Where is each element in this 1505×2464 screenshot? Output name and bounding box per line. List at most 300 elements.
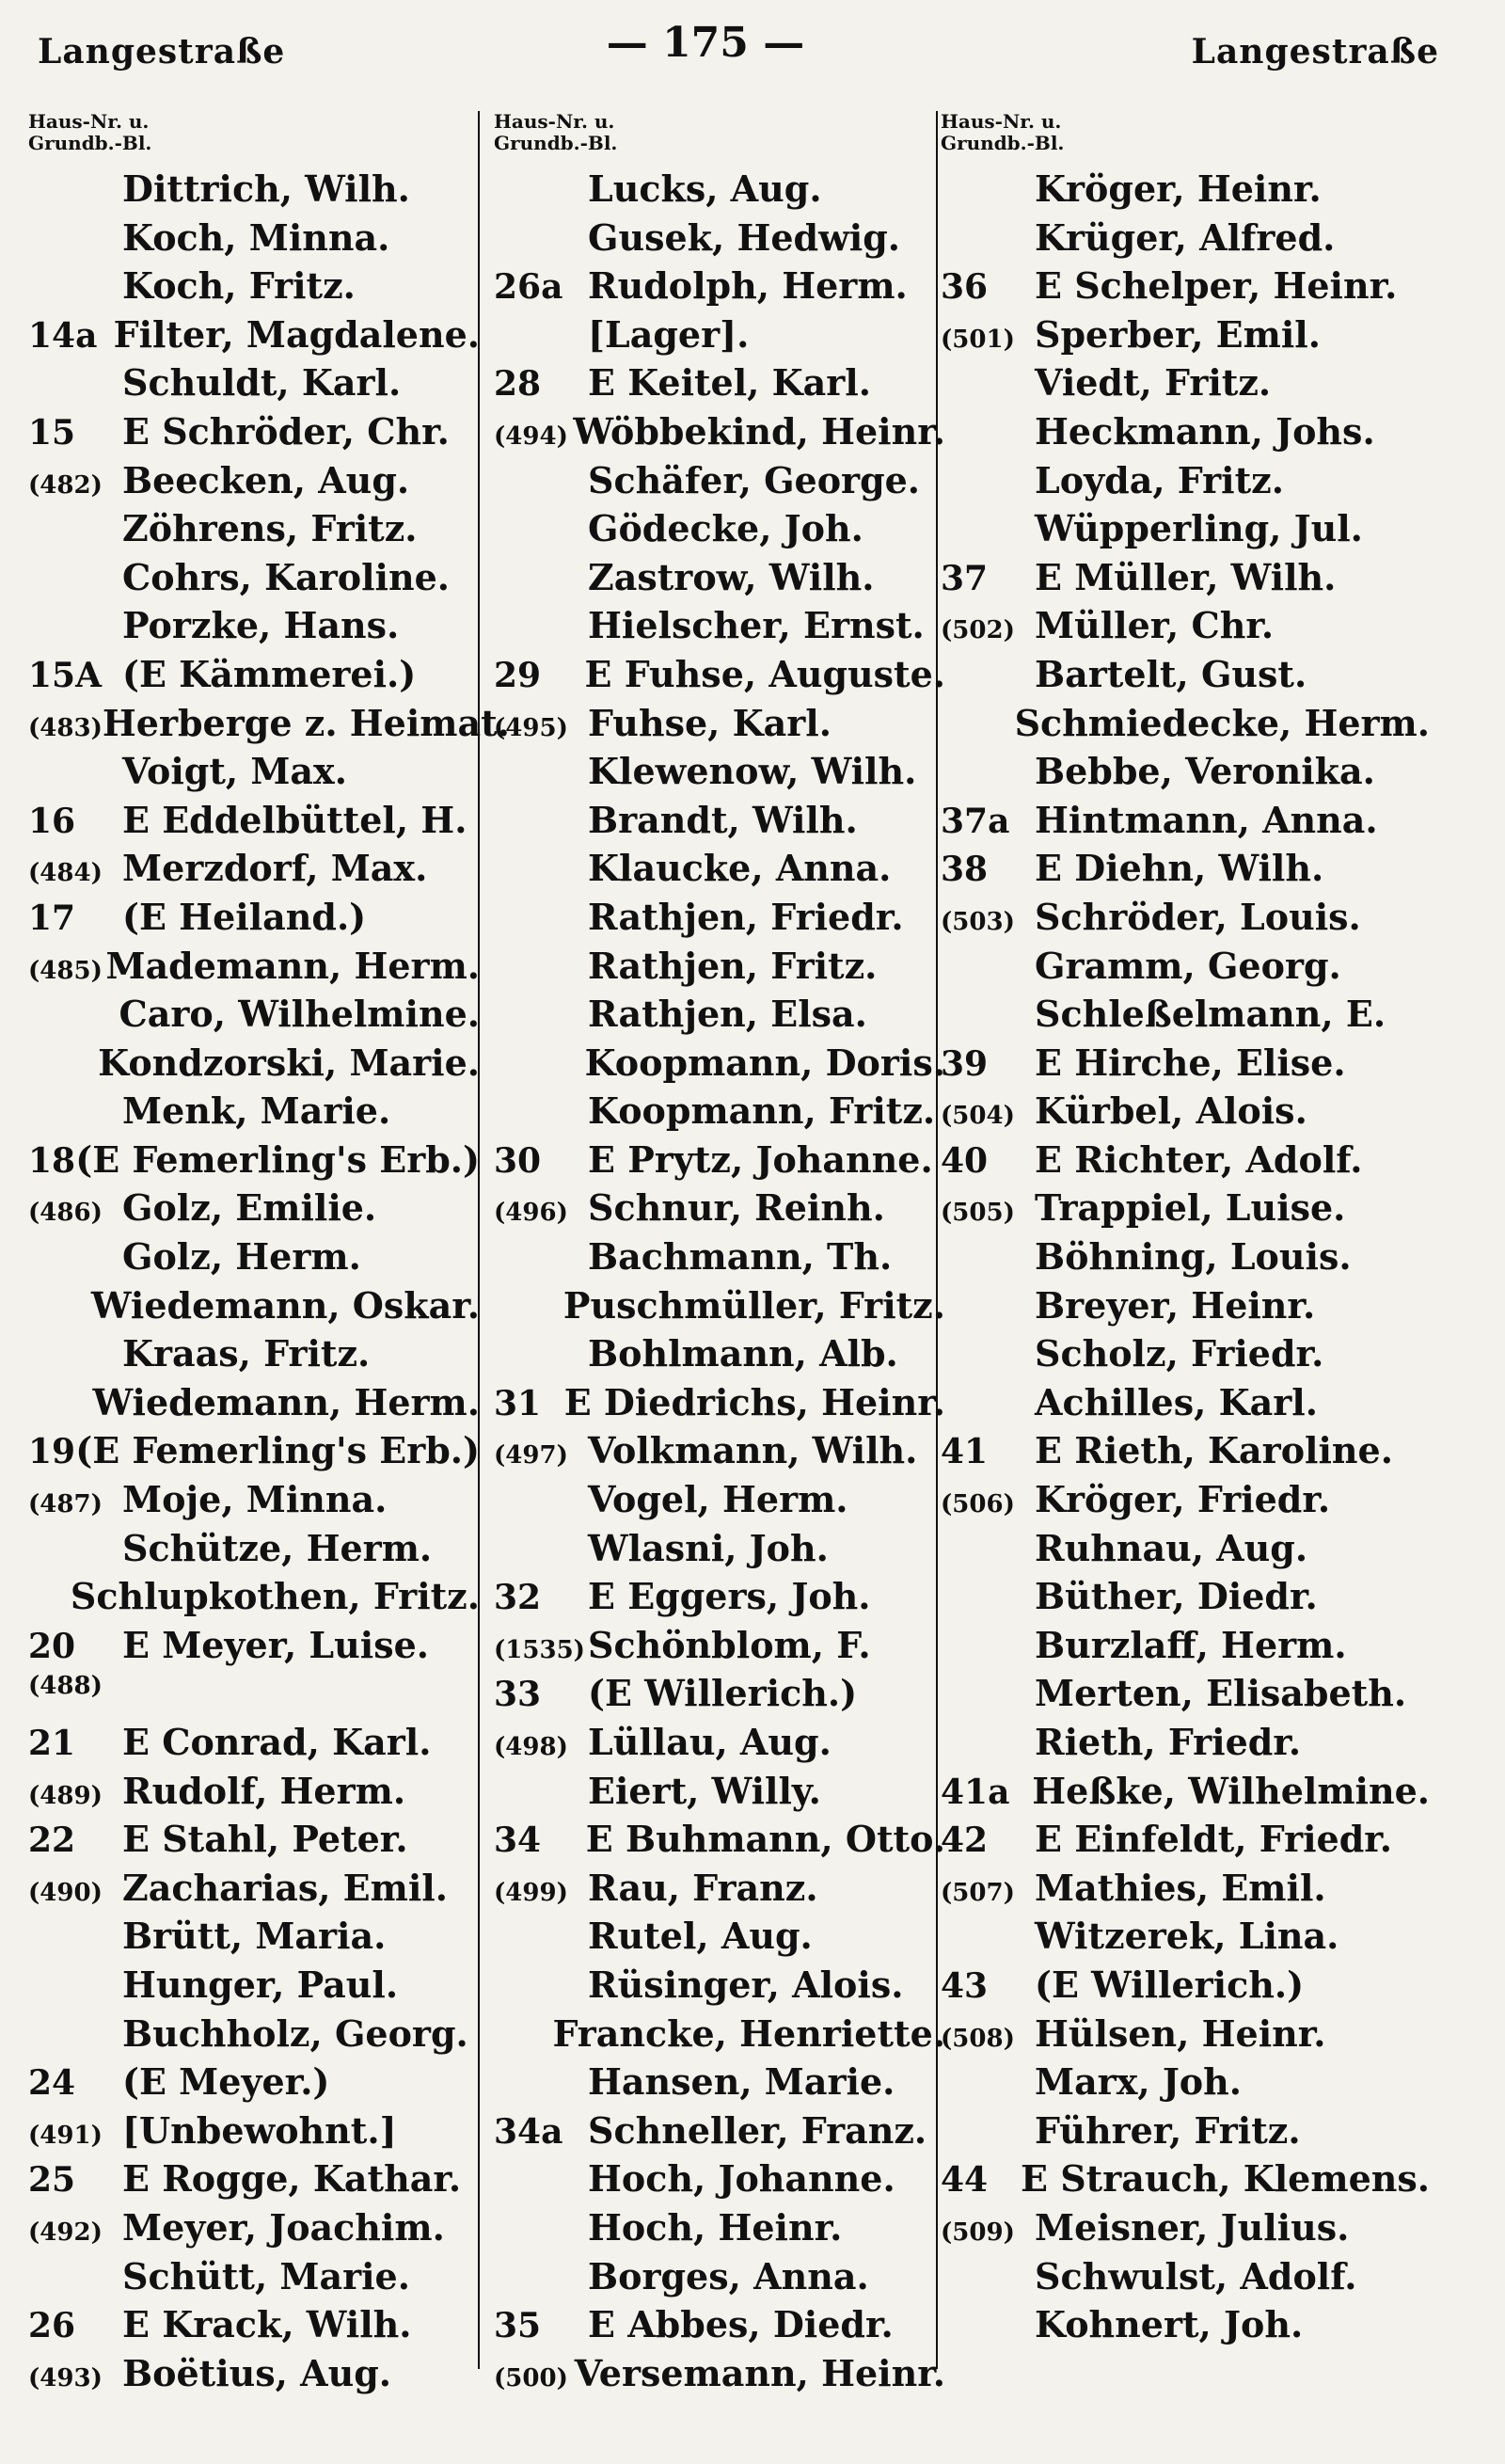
resident-name: Golz, Herm. bbox=[122, 1235, 361, 1279]
house-number: 18 bbox=[28, 1140, 76, 1181]
resident-name: Scholz, Friedr. bbox=[1035, 1332, 1324, 1375]
column-header bbox=[28, 111, 480, 167]
directory-entry bbox=[494, 1818, 945, 1867]
resident-name: Voigt, Max. bbox=[122, 750, 347, 793]
directory-entry bbox=[494, 1624, 945, 1673]
house-number: 15 bbox=[28, 412, 76, 453]
resident-name: Wiedemann, Oskar. bbox=[90, 1283, 480, 1327]
directory-entry bbox=[941, 1381, 1430, 1430]
directory-entry bbox=[494, 1963, 945, 2012]
resident-name: Rüsinger, Alois. bbox=[588, 1963, 904, 2006]
directory-entry bbox=[941, 2255, 1430, 2304]
directory-entry bbox=[494, 993, 945, 1041]
directory-entry bbox=[941, 604, 1430, 653]
resident-name: Kraas, Fritz. bbox=[122, 1332, 371, 1375]
directory-entry bbox=[941, 799, 1430, 848]
house-number: 15A bbox=[28, 655, 103, 695]
running-head-right: Langestraße bbox=[1191, 32, 1439, 72]
resident-name: E Krack, Wilh. bbox=[122, 2303, 412, 2346]
directory-entry bbox=[494, 1478, 945, 1527]
directory-entry bbox=[494, 2109, 945, 2158]
resident-name: (E Willerich.) bbox=[588, 1672, 858, 1715]
house-number: 17 bbox=[28, 898, 76, 938]
directory-entry bbox=[28, 847, 480, 896]
house-number: 40 bbox=[941, 1140, 989, 1181]
house-number: 31 bbox=[494, 1383, 542, 1423]
resident-name: Klewenow, Wilh. bbox=[588, 750, 917, 793]
resident-name: E Schröder, Chr. bbox=[122, 409, 450, 453]
directory-entry bbox=[494, 702, 945, 751]
entry-list bbox=[494, 167, 945, 2400]
resident-name: Rathjen, Fritz. bbox=[588, 944, 878, 987]
directory-entry bbox=[494, 216, 945, 265]
resident-name: Herberge z. Heimat. bbox=[102, 701, 510, 744]
house-number: (483) bbox=[28, 713, 103, 742]
resident-name: Zastrow, Wilh. bbox=[588, 555, 875, 598]
resident-name: Schwulst, Adolf. bbox=[1035, 2254, 1357, 2297]
resident-name: Puschmüller, Fritz. bbox=[562, 1283, 945, 1327]
directory-entry bbox=[28, 2157, 480, 2206]
directory-entry bbox=[494, 750, 945, 799]
resident-name: Sperber, Emil. bbox=[1035, 312, 1321, 356]
directory-entry bbox=[28, 313, 480, 362]
resident-name: Schuldt, Karl. bbox=[122, 361, 402, 405]
house-number: (509) bbox=[941, 2218, 1015, 2247]
house-number: (508) bbox=[941, 2024, 1015, 2053]
resident-name: Böhning, Louis. bbox=[1035, 1235, 1352, 1279]
resident-name: Rathjen, Elsa. bbox=[588, 993, 867, 1036]
resident-name: Kröger, Friedr. bbox=[1035, 1478, 1331, 1521]
directory-entry bbox=[494, 507, 945, 556]
resident-name: Meisner, Julius. bbox=[1035, 2205, 1350, 2249]
directory-entry bbox=[941, 1963, 1430, 2012]
resident-name: Volkmann, Wilh. bbox=[588, 1429, 918, 1472]
directory-entry bbox=[28, 2352, 480, 2401]
resident-name: E Buhmann, Otto. bbox=[585, 1818, 945, 1861]
resident-name: Versemann, Heinr. bbox=[574, 2351, 945, 2394]
directory-entry bbox=[28, 556, 480, 605]
resident-name: Klaucke, Anna. bbox=[588, 847, 892, 890]
resident-name: E Meyer, Luise. bbox=[122, 1623, 429, 1666]
resident-name: Zöhrens, Fritz. bbox=[122, 507, 418, 550]
resident-name: Rieth, Friedr. bbox=[1035, 1721, 1302, 1763]
resident-name: Lucks, Aug. bbox=[588, 167, 822, 210]
house-number: 35 bbox=[494, 2306, 542, 2346]
directory-entry bbox=[941, 1186, 1430, 1235]
directory-entry bbox=[28, 1186, 480, 1235]
directory-entry bbox=[28, 750, 480, 799]
house-number: (503) bbox=[941, 907, 1015, 936]
directory-entry bbox=[28, 1041, 480, 1090]
resident-name: (E Willerich.) bbox=[1035, 1963, 1305, 2006]
directory-entry bbox=[941, 1332, 1430, 1381]
directory-entry bbox=[941, 945, 1430, 994]
resident-name: Kröger, Heinr. bbox=[1035, 167, 1322, 210]
directory-entry bbox=[28, 701, 510, 751]
page-number: — 175 — bbox=[606, 19, 805, 67]
directory-entry bbox=[28, 1332, 480, 1381]
resident-name: Krüger, Alfred. bbox=[1035, 215, 1336, 259]
directory-entry bbox=[941, 1041, 1430, 1090]
resident-name: Hintmann, Anna. bbox=[1035, 798, 1378, 841]
directory-entry bbox=[494, 1284, 945, 1333]
directory-entry bbox=[28, 1963, 480, 2012]
house-number: 42 bbox=[941, 1820, 989, 1861]
resident-name: Trappiel, Luise. bbox=[1035, 1186, 1346, 1230]
entry-list bbox=[28, 167, 510, 2400]
house-number: (491) bbox=[28, 2121, 103, 2150]
directory-entry bbox=[941, 410, 1430, 459]
entry-list bbox=[941, 167, 1430, 2352]
directory-entry bbox=[494, 1235, 945, 1284]
house-number: 39 bbox=[941, 1043, 989, 1084]
directory-entry bbox=[28, 1138, 480, 1187]
house-number: (497) bbox=[494, 1441, 568, 1470]
resident-name: Schleßelmann, E. bbox=[1035, 993, 1386, 1036]
directory-entry bbox=[941, 2303, 1430, 2352]
resident-name: Hoch, Johanne. bbox=[588, 2157, 895, 2201]
resident-name: Koopmann, Fritz. bbox=[588, 1089, 936, 1133]
directory-entry bbox=[941, 1429, 1430, 1478]
resident-name: Bohlmann, Alb. bbox=[588, 1332, 898, 1375]
running-head-left: Langestraße bbox=[38, 32, 286, 72]
house-number: 44 bbox=[941, 2160, 989, 2201]
resident-name: Merten, Elisabeth. bbox=[1035, 1672, 1407, 1715]
resident-name: Cohrs, Karoline. bbox=[122, 555, 451, 598]
directory-entry bbox=[28, 1381, 480, 1430]
resident-name: Filter, Magdalene. bbox=[113, 312, 480, 356]
house-number: 25 bbox=[28, 2160, 76, 2201]
house-number: (506) bbox=[941, 1490, 1015, 1519]
house-number: 24 bbox=[28, 2063, 76, 2104]
resident-name: Witzerek, Lina. bbox=[1035, 1915, 1339, 1958]
directory-entry bbox=[941, 847, 1430, 896]
directory-entry bbox=[941, 1672, 1430, 1721]
house-number: (494) bbox=[494, 421, 568, 451]
resident-name: E Stahl, Peter. bbox=[122, 1818, 408, 1861]
house-number: (493) bbox=[28, 2363, 103, 2392]
directory-entry bbox=[494, 264, 945, 313]
house-number: 37a bbox=[941, 801, 1010, 841]
resident-name: Marx, Joh. bbox=[1035, 2060, 1243, 2104]
resident-name: Bachmann, Th. bbox=[588, 1235, 893, 1279]
directory-entry bbox=[941, 1284, 1430, 1333]
house-number: 26 bbox=[28, 2306, 76, 2346]
resident-name: E Fuhse, Auguste. bbox=[584, 652, 945, 695]
house-number: (489) bbox=[28, 1781, 103, 1810]
directory-entry bbox=[28, 1284, 480, 1333]
resident-name: E Hirche, Elise. bbox=[1035, 1041, 1346, 1084]
resident-name: Gusek, Hedwig. bbox=[588, 215, 901, 259]
page-header bbox=[0, 19, 1505, 85]
house-number: 41 bbox=[941, 1432, 989, 1472]
directory-entry bbox=[941, 167, 1430, 216]
directory-entry bbox=[28, 410, 480, 459]
resident-name: Viedt, Fritz. bbox=[1035, 361, 1272, 405]
resident-name: Mathies, Emil. bbox=[1035, 1866, 1326, 1909]
directory-entry bbox=[28, 1915, 480, 1963]
resident-name: Dittrich, Wilh. bbox=[122, 167, 410, 210]
resident-name: Lüllau, Aug. bbox=[588, 1721, 832, 1763]
directory-entry bbox=[28, 1624, 480, 1673]
directory-entry bbox=[941, 993, 1430, 1041]
resident-name: Heckmann, Johs. bbox=[1035, 409, 1375, 453]
directory-entry bbox=[28, 216, 480, 265]
resident-name: E Rogge, Kathar. bbox=[122, 2157, 462, 2201]
directory-entry bbox=[28, 264, 480, 313]
resident-name: Führer, Fritz. bbox=[1035, 2108, 1301, 2152]
resident-name: Hunger, Paul. bbox=[122, 1963, 399, 2006]
resident-name: Wiedemann, Herm. bbox=[92, 1380, 480, 1423]
directory-entry bbox=[494, 1332, 945, 1381]
directory-entry bbox=[28, 2109, 480, 2158]
directory-entry bbox=[941, 507, 1430, 556]
directory-entry bbox=[494, 1867, 945, 1916]
directory-entry bbox=[941, 2060, 1430, 2109]
house-number: 28 bbox=[494, 364, 542, 405]
resident-name: Müller, Chr. bbox=[1035, 604, 1275, 647]
directory-entry bbox=[494, 361, 945, 410]
resident-name: [Lager]. bbox=[588, 312, 750, 356]
resident-name: Kürbel, Alois. bbox=[1035, 1089, 1307, 1133]
directory-entry bbox=[28, 1770, 480, 1819]
resident-name: Borges, Anna. bbox=[588, 2254, 869, 2297]
directory-entry bbox=[941, 459, 1430, 508]
resident-name: Hansen, Marie. bbox=[588, 2060, 895, 2104]
house-number: 19 bbox=[28, 1432, 76, 1472]
directory-entry bbox=[941, 264, 1430, 313]
resident-name: Merzdorf, Max. bbox=[122, 847, 428, 890]
directory-entry bbox=[941, 2012, 1430, 2061]
resident-name: Zacharias, Emil. bbox=[122, 1866, 448, 1909]
column-header-line: Grundb.-Bl. bbox=[941, 132, 1065, 154]
directory-entry bbox=[941, 1527, 1430, 1576]
resident-name: E Eddelbüttel, H. bbox=[122, 798, 467, 841]
directory-entry bbox=[941, 1478, 1430, 1527]
directory-entry bbox=[494, 847, 945, 896]
resident-name: Schmiedecke, Herm. bbox=[1014, 701, 1430, 744]
directory-entry bbox=[28, 604, 480, 653]
house-number: 34 bbox=[494, 1820, 542, 1861]
resident-name: Achilles, Karl. bbox=[1035, 1380, 1318, 1423]
house-number: 37 bbox=[941, 558, 989, 598]
resident-name: Gödecke, Joh. bbox=[588, 507, 863, 550]
resident-name: E Diehn, Wilh. bbox=[1035, 847, 1324, 890]
directory-entry bbox=[494, 2157, 945, 2206]
house-number: (490) bbox=[28, 1878, 103, 1907]
resident-name: Schlupkothen, Fritz. bbox=[70, 1575, 480, 1618]
directory-entry bbox=[28, 1867, 480, 1916]
directory-entry bbox=[28, 2303, 480, 2352]
directory-entry bbox=[941, 1867, 1430, 1916]
directory-entry bbox=[494, 556, 945, 605]
resident-name: Wüpperling, Jul. bbox=[1035, 507, 1363, 550]
directory-entry bbox=[494, 459, 945, 508]
house-number: 14a bbox=[28, 315, 98, 356]
column-header bbox=[494, 111, 945, 167]
resident-name: Heßke, Wilhelmine. bbox=[1032, 1769, 1430, 1812]
directory-entry bbox=[494, 167, 945, 216]
resident-name: E Müller, Wilh. bbox=[1035, 555, 1337, 598]
house-number: 34a bbox=[494, 2111, 563, 2152]
directory-entry bbox=[494, 2012, 945, 2061]
directory-entry bbox=[494, 313, 945, 362]
resident-name: (E Femerling's Erb.) bbox=[75, 1429, 480, 1472]
directory-entry bbox=[941, 1089, 1430, 1138]
resident-name: Brütt, Maria. bbox=[122, 1915, 387, 1958]
directory-entry bbox=[28, 945, 480, 994]
directory-entry bbox=[941, 750, 1430, 799]
directory-entry bbox=[941, 1575, 1430, 1624]
directory-entry bbox=[28, 1478, 480, 1527]
house-number: (495) bbox=[494, 713, 568, 742]
column-header-line: Haus-Nr. u. bbox=[494, 110, 615, 133]
column-header-line: Grundb.-Bl. bbox=[28, 132, 152, 154]
resident-name: E Prytz, Johanne. bbox=[588, 1137, 933, 1181]
resident-name: Meyer, Joachim. bbox=[122, 2205, 445, 2249]
directory-entry bbox=[941, 702, 1430, 751]
column-header bbox=[941, 111, 1430, 167]
directory-entry bbox=[28, 167, 480, 216]
directory-entry bbox=[494, 1672, 945, 1721]
house-number: (487) bbox=[28, 1490, 103, 1519]
directory-entry bbox=[28, 1429, 480, 1478]
resident-name: (E Meyer.) bbox=[122, 2060, 330, 2104]
resident-name: E Schelper, Heinr. bbox=[1035, 264, 1398, 308]
directory-entry bbox=[28, 2012, 480, 2061]
column-header-line: Haus-Nr. u. bbox=[941, 110, 1062, 133]
house-number: 33 bbox=[494, 1675, 542, 1715]
resident-name: Buchholz, Georg. bbox=[122, 2011, 468, 2055]
resident-name: Bartelt, Gust. bbox=[1035, 652, 1307, 695]
directory-entry bbox=[941, 2109, 1430, 2158]
directory-entry bbox=[28, 1089, 480, 1138]
resident-name: Beecken, Aug. bbox=[122, 458, 410, 501]
resident-name: Hülsen, Heinr. bbox=[1035, 2011, 1326, 2055]
resident-name: Brandt, Wilh. bbox=[588, 798, 858, 841]
house-number: 32 bbox=[494, 1578, 542, 1618]
directory-entry bbox=[28, 2206, 480, 2255]
house-number: (507) bbox=[941, 1878, 1015, 1907]
directory-entry bbox=[28, 2060, 480, 2109]
house-number: (488) bbox=[28, 1672, 103, 1701]
house-number: (492) bbox=[28, 2218, 103, 2247]
resident-name: Schönblom, F. bbox=[588, 1623, 871, 1666]
resident-name: Kohnert, Joh. bbox=[1035, 2303, 1304, 2346]
resident-name: Rutel, Aug. bbox=[588, 1915, 813, 1958]
resident-name: Boëtius, Aug. bbox=[122, 2351, 392, 2394]
directory-entry bbox=[941, 216, 1430, 265]
resident-name: (E Femerling's Erb.) bbox=[75, 1137, 480, 1181]
resident-name: Porzke, Hans. bbox=[122, 604, 400, 647]
house-number: 22 bbox=[28, 1820, 76, 1861]
directory-entry bbox=[494, 896, 945, 945]
resident-name: Burzlaff, Herm. bbox=[1035, 1623, 1347, 1666]
directory-entry bbox=[941, 1235, 1430, 1284]
house-number: 43 bbox=[941, 1965, 989, 2006]
resident-name: Schütze, Herm. bbox=[122, 1526, 433, 1569]
resident-name: Caro, Wilhelmine. bbox=[119, 993, 480, 1036]
resident-name: Wöbbekind, Heinr. bbox=[573, 409, 945, 453]
house-number: 41a bbox=[941, 1772, 1010, 1812]
directory-entry bbox=[494, 410, 945, 459]
resident-name: Francke, Henriette. bbox=[552, 2011, 945, 2055]
resident-name: Menk, Marie. bbox=[122, 1089, 391, 1133]
house-number: 29 bbox=[494, 655, 542, 695]
house-number: 38 bbox=[941, 850, 989, 890]
directory-column-2 bbox=[494, 110, 945, 2394]
house-number: 26a bbox=[494, 267, 563, 308]
directory-entry bbox=[494, 799, 945, 848]
directory-entry bbox=[941, 1818, 1430, 1867]
resident-name: Rathjen, Friedr. bbox=[588, 895, 904, 938]
house-number: (505) bbox=[941, 1199, 1015, 1228]
column-header-line: Haus-Nr. u. bbox=[28, 110, 150, 133]
directory-entry bbox=[941, 1770, 1430, 1819]
house-number: (1535) bbox=[494, 1635, 585, 1664]
column-header-line: Grundb.-Bl. bbox=[494, 132, 618, 154]
resident-name: Fuhse, Karl. bbox=[588, 701, 832, 744]
resident-name: Schütt, Marie. bbox=[122, 2254, 410, 2297]
resident-name: Vogel, Herm. bbox=[588, 1478, 848, 1521]
resident-name: Koch, Fritz. bbox=[122, 264, 356, 308]
directory-entry bbox=[28, 2255, 480, 2304]
house-number: 30 bbox=[494, 1140, 542, 1181]
directory-entry bbox=[941, 653, 1430, 702]
directory-entry bbox=[941, 1138, 1430, 1187]
directory-entry bbox=[28, 507, 480, 556]
resident-name: E Diedrichs, Heinr. bbox=[563, 1380, 945, 1423]
directory-entry bbox=[494, 1186, 945, 1235]
directory-entry bbox=[494, 1575, 945, 1624]
resident-name: Kondzorski, Marie. bbox=[98, 1041, 480, 1084]
house-number: (501) bbox=[941, 325, 1015, 354]
resident-name: Rau, Franz. bbox=[588, 1866, 818, 1909]
resident-name: Rudolph, Herm. bbox=[588, 264, 908, 308]
directory-column-3 bbox=[941, 111, 1430, 2369]
directory-entry bbox=[28, 1235, 480, 1284]
directory-column-1 bbox=[28, 110, 510, 2394]
directory-entry bbox=[941, 313, 1430, 362]
resident-name: E Abbes, Diedr. bbox=[588, 2303, 894, 2346]
directory-entry bbox=[28, 896, 480, 945]
resident-name: [Unbewohnt.] bbox=[122, 2108, 397, 2152]
directory-entry bbox=[494, 1721, 945, 1770]
house-number: (500) bbox=[494, 2363, 568, 2392]
resident-name: Ruhnau, Aug. bbox=[1035, 1526, 1308, 1569]
resident-name: Rudolf, Herm. bbox=[122, 1769, 406, 1812]
house-number: 36 bbox=[941, 267, 989, 308]
resident-name: E Strauch, Klemens. bbox=[1021, 2157, 1430, 2201]
house-number: 20 bbox=[28, 1626, 76, 1666]
resident-name: Büther, Diedr. bbox=[1035, 1575, 1318, 1618]
directory-entry bbox=[941, 1915, 1430, 1963]
directory-entry bbox=[28, 459, 480, 508]
directory-entry bbox=[28, 1721, 480, 1770]
directory-entry bbox=[494, 1381, 945, 1430]
resident-name: Eiert, Willy. bbox=[588, 1769, 821, 1812]
directory-entry bbox=[28, 653, 480, 702]
directory-entry bbox=[494, 604, 945, 653]
directory-entry bbox=[494, 2303, 945, 2352]
directory-entry bbox=[28, 799, 480, 848]
resident-name: Hielscher, Ernst. bbox=[588, 604, 925, 647]
house-number: (482) bbox=[28, 470, 103, 500]
directory-entry bbox=[494, 653, 945, 702]
house-number: (484) bbox=[28, 859, 103, 888]
directory-entry bbox=[941, 2157, 1430, 2206]
directory-entry bbox=[941, 1624, 1430, 1673]
